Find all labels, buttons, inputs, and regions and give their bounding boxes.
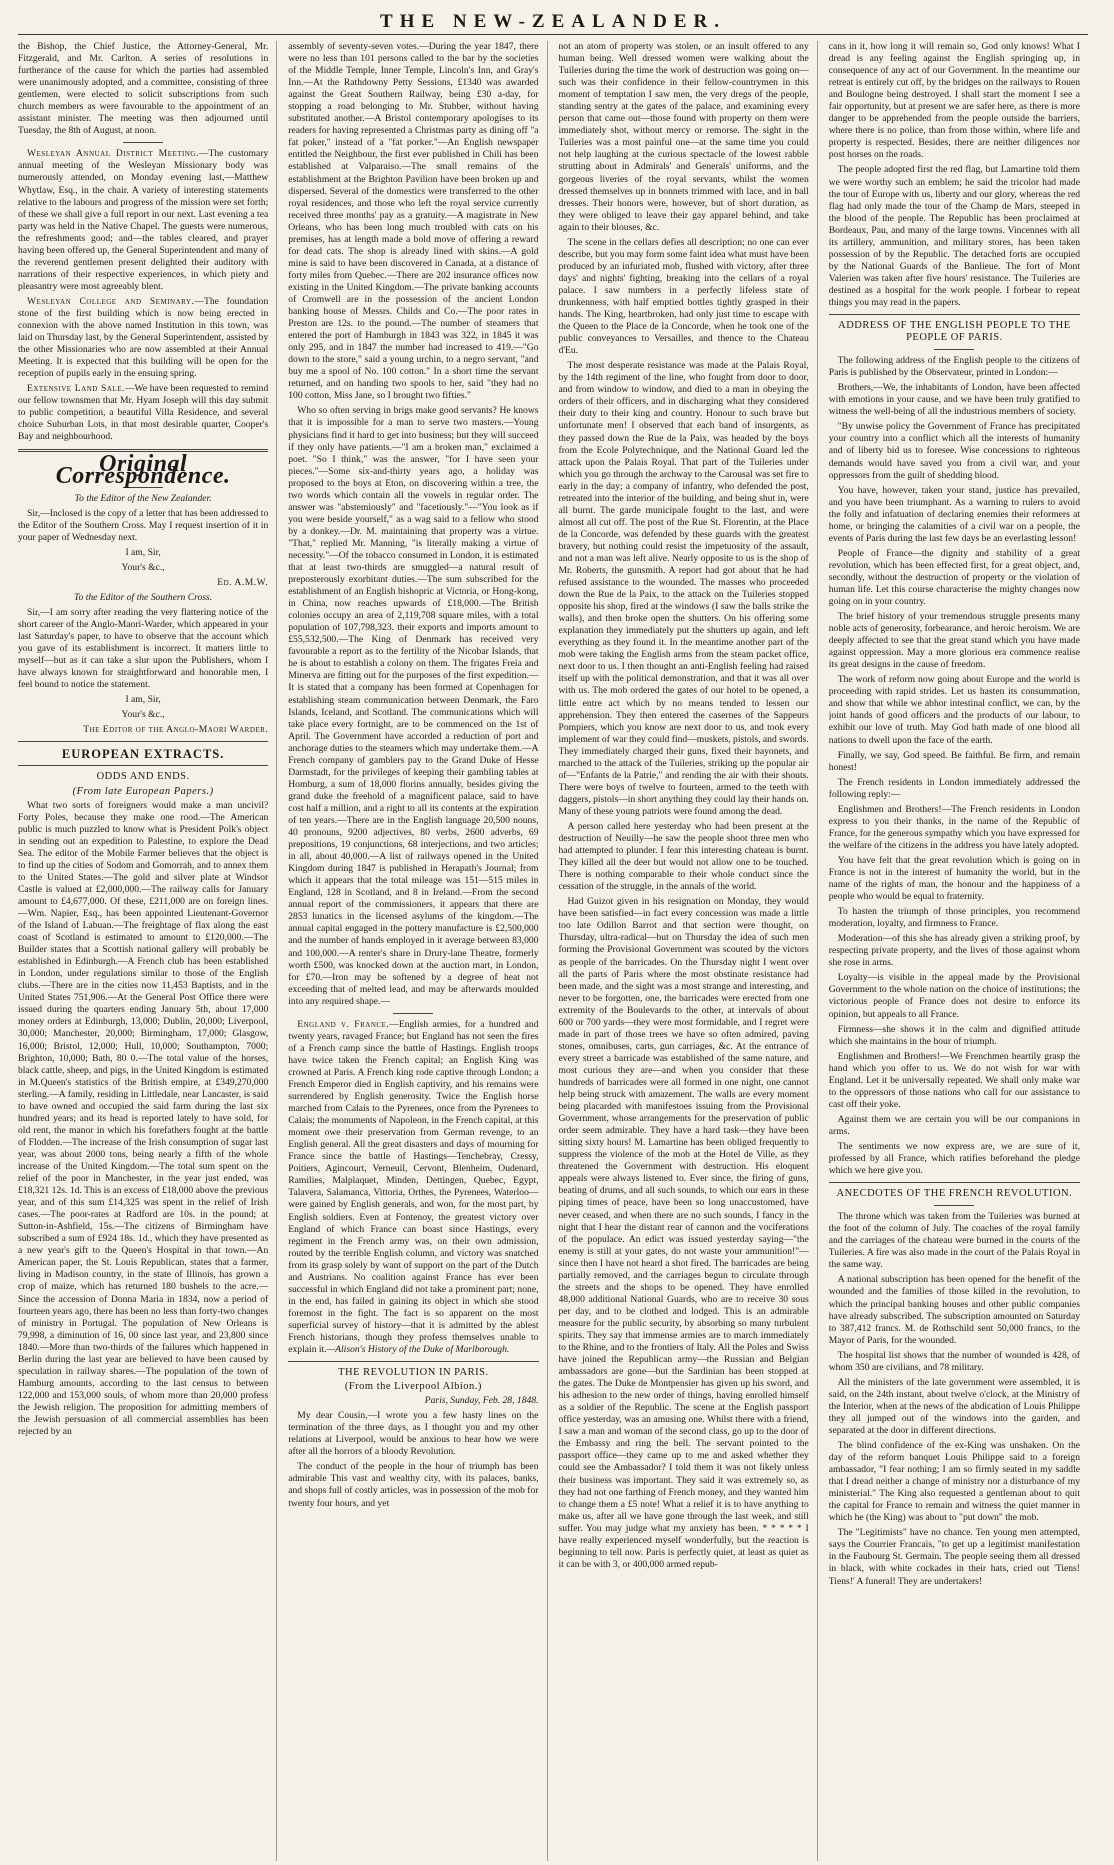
section-heading-correspondence: Original Correspondence.	[55, 450, 231, 489]
article-dateline: Paris, Sunday, Feb. 28, 1848.	[424, 1395, 539, 1407]
letter-signature: Ed. A.M.W.	[217, 576, 269, 588]
article-lead: Wesleyan College and Seminary.	[27, 295, 195, 307]
article-anecdotes-text: The hospital list shows that the number of wounded is 428, of whom 350 are civilians, and 78 military.	[828, 1349, 1080, 1373]
article-address-text: Moderation—of this she has already given a striking proof, by respecting private property, and the lives of those against whom she rose in arms.	[828, 933, 1080, 969]
article-address-text: Brothers,—We, the inhabitants of London, have been affected with emotions in your cause, and we have been truly gratified to witness the well-being of all the industrious members of society.	[828, 382, 1080, 418]
letter-close: I am, Sir,	[125, 546, 161, 558]
article-address-text: Finally, we say, God speed. Be faithful. Be firm, and remain honest!	[828, 749, 1080, 773]
article-revolution-text: cans in it, how long it will remain so, God only knows! What I dread is any feeling against the English springing up, in consequence of any act of our Government. In the meantime our retreat is entirely cut off, by the bridges on the railways to Rouen and Boulogne being destroyed. I shall start the moment I see a fair opportunity, but at present we are safer here, as there is more danger to be apprehended from the people outside the barriers, where there is no police, than from those within, where life and property is respected. Besides, there are neither diligences nor post horses on the roads.	[828, 41, 1080, 161]
article-land-sale: Extensive Land Sale.—We have been requested to remind our fellow townsmen that Mr. Hyam Joseph will this day submit to public competition, a beautiful Villa Residence, and several choice Suburban Lots, in that most desirable quarter, Cooper's Bay and neighbourhood.	[18, 383, 269, 443]
letter-text: Sir,—I am sorry after reading the very flattering notice of the short career of the Anglo-Maori-Warder, which appeared in your last Saturday's paper, to have to observe that the account which you gave of its establishment is incorrect. It matters little to myself—but as it can take a slur upon the Publishers, whom I have always known for straightforward and honorable men, I feel bound to notice the statement.	[18, 606, 269, 691]
columns	[18, 41, 1088, 1861]
article-text: The customary annual meeting of the Wesleyan Missionary body was numerously attended, on Monday evening last,—Matthew Whytlaw, Esq., in the chair. A variety of interesting statements relative to the labours and progress of the mission were set forth; of these we shall give a full report in our next. Last evening a tea party was held in the Native Chapel. The guests were numerous, the refreshments good; and—the tables cleared, and prayer having been offered up, the General Superintendent and many of the reverend gentlemen present delighted their auditory with narrations of their respective experiences, in which piety and pleasantry were most agreeably blent.	[18, 148, 269, 292]
article-address-text: The work of reform now going about Europe and the world is proceeding with rapid strides. Let us hasten its consummation, and show that while we abhor intestinal conflict, we can, by the joint hands of good officers and the products of our labour, to exhibit our love of truth. May God bath made of one blood all nations to dwell upon the face of the earth.	[828, 674, 1080, 746]
article-address-text: Englishmen and Brothers!—The French residents in London express to you their thanks, in the name of the Republic of France, for the generous sympathy which you have expressed for the welfare of the citizens in the address you have lately adopted.	[828, 803, 1080, 851]
letter-close: Your's &c.,	[121, 709, 165, 721]
article-revolution-text: Had Guizot given in his resignation on Monday, they would have been satisfied—in fact every concession was made a little too late Odillon Barrot and that section were thought, on Thursday, ultra-radical—but on Thursday the idea of such men forming the Provisional Government was scouted by the victors as people of the barricades. On the Thursday night I went over all the parts of Paris where the most obstinate resistance had been made, and the sight was a most strange and interesting, and never to be forgotten, one, the barricades were erected from one extremity of the Boulevards to the other, at intervals of about 600 or 700 yards—they were most formidable, and I regret were made in part of those trees we have so often admired, paving stones, omnibuses, carts, gun carriages, &c. At the entrance of every street a barricade was established of the same nature, and most curious they are—and when you consider that these hundreds of barricades were all formed in one night, one cannot help being struck with amazement. The walls are every moment being placarded with manifestoes issuing from the Provisional Government, whose arrangements for the preservation of public order seem admirable. They have a hard task—they have been sitting sixty hours! M. Lamartine has been obliged frequently to suppress the violence of the mob at the Hotel de Ville, as they threatened the Government with destruction. His eloquent appeals were always listened to. Ever since, the firing of guns, beating of drums, and all such sounds, to which our ears in these piping times of peace, have been so long unaccustomed, have never ceased, and when there are no such sounds, I fancy in the night that I hear the distant rear of cannon and the vociferations of the populace. An edict was issued yesterday saying—"the enemy is still at your gates, do not waste your ammunition!"—since then I have not heard a shot fired. The barricades are being partially removed, and the carriages begun to circulate through the streets and the shops to be opened. They have enrolled 48,000 additional National Guards, who are to receive 30 sous per day, and to be clothed and lodged. This is an admirable measure for the public security, by absorbing so many turbulent spirits. They say that immense armies are to march immediately to the Rhine, and to the frontiers of Italy. All the Poles and Swiss have joined the Republican army—the Russian and Belgian ambassadors are gone—but the Sardinian has been stopped at the gates. The Duke de Montpensier has given up his sword, and his adhesion to the new order of things, having enrolled himself as a soldier of the Republic. The scene at the English passport office yesterday, was an amusing one. Whilst there with a friend, I saw a man and woman of the second class, go up to the door of the Embassy and ring the bell. The servant pointed to the passport office—they came up to me and asked whether they could see the Ambassador? I told them it was not likely unless their business was important. They said it was extremely so, as they had not one farthing of French money, and they wanted him to change them a £5 note! What a relief it is to have anything to make us, after all we have gone through the last week, and still suffer. You may judge what my anxiety has been. * * * * * I have really experienced myself wonderfully, but the reaction is beginning to tell now. Paris is perfectly quiet, at least as quiet as it can be with 3, or 400,000 armed repub-	[558, 896, 809, 1570]
article-address-text: People of France—the dignity and stability of a great revolution, which has been effected first, for a great object, and, secondly, without the destruction of property or the violation of human life. Let this course characterise the mighty changes now going on in your country.	[828, 547, 1080, 608]
article-anecdotes-text: All the ministers of the late government were assembled, it is said, on the 24th instant, about twelve o'clock, at the Ministry of the Interior, when at the news of the abdication of Louis Philippe they all jumped out of the windows into the garden, and separated at the door in different directions.	[828, 1376, 1080, 1436]
article-anecdotes-text: A national subscription has been opened for the benefit of the wounded and the families of those killed in the revolution, to which the principal banking houses and other public companies have already subscribed. The subscription amounted on Saturday to 387,412 francs. M. de Rothschild sent 50,000 francs, to the Mayor of Paris, for the wounded.	[828, 1274, 1080, 1346]
article-revolution-text: A person called here yesterday who had been present at the destruction of Neuilly—he saw the people shoot three men who had attempted to plunder. I fear this interesting chateau is burnt. They killed all the deer but would not allow one to be touched. There is nothing comparable to their whole conduct since the cessation of the struggle, in the annals of the world.	[558, 821, 809, 893]
article-address-text: The sentiments we now express are, we are sure of it, professed by all France, which ratifies beforehand the pledge which we here give you.	[828, 1140, 1080, 1177]
article-address-text: The brief history of your tremendous struggle presents many noble acts of generosity, forbearance, and heroic heroism. We are deeply affected to see that the great stand which you have made against oppression. May a more glorious era commence realise its great designs in the cause of freedom.	[828, 611, 1080, 671]
letter-close: I am, Sir,	[125, 694, 161, 706]
article-revolution-text: My dear Cousin,—I wrote you a few hasty lines on the termination of the three days, as I thought you and my other relations at Liverpool, would be anxious to hear how we were after all the horrors of a bloody Revolution.	[288, 1410, 539, 1458]
article-wesleyan-college: Wesleyan College and Seminary.—The foundation stone of the first building which is now being erected in connexion with the above named Institution in this town, was laid on Thursday last, by the General Superintendent, assisted by the other Missionaries who are now assembled at their Annual Meeting. It is expected that this building will be open for the reception of pupils early in the ensuing spring.	[18, 295, 269, 380]
column-1	[18, 41, 277, 1861]
divider	[934, 1205, 974, 1206]
article-odds-continued: assembly of seventy-seven votes.—During the year 1847, there were no less than 101 persons called to the bar by the societies of the Middle Temple, Inner Temple, Lincoln's Inn, and Gray's Inn.—At the Rathdowny Petty Sessions, £1340 was awarded against the Great Southern Railway, being £30 a-day, for stopping a road belonging to Mr. Stubber, without having substituted another.—A Bristol contemporary apologises to its readers for having represented a Christmas party as dining off "a fat poker," instead of a "fat porker."—An English newspaper entitled the Neighbour, the first ever published in Chili has been established at Valparaiso.—The small remains of the establishment at the Brighton Pavilion have been broken up and dispersed. Several of the domestics were transferred to the other royal residences, and those who left the royal service currently received three months' pay as a gratuity.—A magistrate in New Orleans, who has been long much troubled with cats on his premises, has at length made a bold move of offering a reward for dead cats. The shop is already lined with skins.—A gold mine is said to have been discovered in Canada, at a distance of forty miles from Quebec.—There are 202 insurance offices now existing in the United Kingdom.—The private banking accounts of Cromwell are in the possession of the ancient London banking house of Messrs. Childs and Co.—The poor rates in Preston are 12s. to the pound.—The number of steamers that entered the port of Hamburgh in 1843 was 322, in 1845 it was only 295, and in 1847 the number had increased to 419.—"Go down to the store," said a young urchin, to a negro servant, "and buy me a spool of No. 100 cotton." In a short time the servant returned, and on handing two spools to her, said "they had no 100 cotton, Miss Jane, so I brought two fifties."	[288, 41, 539, 402]
article-address-text: Loyalty—is visible in the appeal made by the Provisional Government to the whole nation on the choice of institutions; the victorious people of France does not desire to enforce its opinion, but appeals to all France.	[828, 972, 1080, 1020]
article-wesleyan-meeting: Wesleyan Annual District Meeting.—The customary annual meeting of the Wesleyan Missionary body was numerously attended, on Monday evening last,—Matthew Whytlaw, Esq., in the chair. A variety of interesting statements relative to the labours and progress of the mission were set forth; of these we shall give a full report in our next. Last evening a tea party was held in the Native Chapel. The guests were numerous, the refreshments good; and—the tables cleared, and prayer having been offered up, the General Superintendent and many of the reverend gentlemen present delighted their auditory with narrations of their respective experiences, in which piety and pleasantry were most agreeably blent.	[18, 148, 269, 292]
article-revolution-text: The conduct of the people in the hour of triumph has been admirable This vast and wealthy city, with its palaces, banks, and shops full of costly articles, was in possession of the mob for twenty four hours, and yet	[288, 1461, 539, 1509]
article-address-text: "By unwise policy the Government of France has precipitated your country into a conflict which all the interests of humanity and of liberty bid us to foresee. Wise concessions to righteous demands would have saved you from a civil war, and your oppressors from the guilt of shedding blood.	[828, 421, 1080, 481]
divider	[829, 1182, 1080, 1183]
article-anecdotes-text: The "Legitimists" have no chance. Ten young men attempted, says the Courrier Francais, "to get up a legitimist manifestation in the Faubourg St. Germain. The people seeing them all dressed in black, with white cockades in their hats, cried out 'Tiens! Tiens!' A funeral! They are undertakers!	[828, 1527, 1080, 1587]
divider	[18, 765, 268, 766]
article-anecdotes-text: The blind confidence of the ex-King was unshaken. On the day of the reform banquet Louis Philippe said to a foreign ambassador, "I fear nothing; I am so firmly seated in my saddle that I dread neither a change of ministry nor a disturbance of my ministerial." The King also requested a gentleman about to quit the capital for France to remain and witness the quiet manner in which he (the King) was about to "put down" the mob.	[828, 1440, 1080, 1524]
article-subheading: (From the Liverpool Albion.)	[344, 1381, 482, 1393]
article-text: The foundation stone of the first building which is now being erected in connexion with the above named Institution in this town, was laid on Thursday last, by the General Superintendent, assisted by the other Missionaries who are now assembled at their Annual Meeting. It is expected that this building will be open for the reception of pupils early in the ensuing spring.	[18, 295, 269, 380]
article-address-text: The following address of the English people to the citizens of Paris is published by the Observateur, printed in London:—	[828, 355, 1080, 379]
article-odds-continued: Who so often serving in brigs make good servants? He knows that it is impossible for a man to serve two masters.—Young physicians find it hard to get into business; but they will succeed if they only have patients.—"I am a broken man," exclaimed a poet. "So I think," was the answer, "for I have seen your pieces."—Some six-and-thirty years ago, a holiday was proposed to the boys at Eton, on discovering within a tree, the two words which contain all the vowels in regular order. The answer was "abstemiously" and "facetiously."—"You look as if you were beside yourself," as a wag said to a fellow who stood by a donkey.—Dr. M. maintaining that property was a virtue. "That," replied Mr. Manning, "is literally making a virtue of necessity."—Of the tobacco consumed in London, it is estimated that at least two-thirds are smuggled—a natural result of preposterously exorbitant duties.—The sum subscribed for the establishment of an English bishopric at Victoria, or Hong-kong, in China, now reaches upwards of £18,000.—The British colonies occupy an area of 2,119,708 square miles, with a total population of 107,798,323. their exports and imports amount to £55,532,500.—The King of Denmark has received very favourable a report as to the fertility of the Nicobar Islands, that he is about to establish a colony on them. The frigates Freia and Minerva are fitting out for the purposes of the first expedition.—It is stated that a company has been formed at Copenhagen for establishing steam communication between Denmark, the Faro Islands, Iceland, and Scotland. The communications which will take place every fortnight, are to be commenced on the 1st of April. The Government have accorded a reduction of port and anchorage duties to the steamers which may undertake them.—A French company of gamblers pay to the Grand Duke of Hesse Darmstadt, for the privileges of keeping their gambling tables at Homburg, a sum of 18,000 florins annually, besides giving the grand duke the freehold of a magnificent palace, said to have cost half a million, and a right to all its contents at the expiration of ten years.—There are in the English language 20,500 nouns, 40 pronouns, 9200 adjectives, 80 verbs, 2600 adverbs, 69 prepositions, 19 conjunctions, 68 interjections, and two articles; in all, about 40,000.—A list of railways opened in the United Kingdom during 1847 is published in Herapath's Journal; from which it appears that the total mileage was 151—515 miles in England, 128 in Scotland, and 8 in Ireland.—From the second annual report of the commissioners, it appears that there are 2853 lunatics in the licensed asylums of the kingdom.—The annual capital engaged in the pottery manufacture is £2,500,000 and the number of hands employed in it average between 83,000 and 100,000.—A renter's share in Drury-lane Theatre, formerly worth £500, was knocked down at the auction mart, in London, for £70.—Iron may be softened by a degree of heat not exceeding that of melted lead, and may be afterwards moulded into any required shape.—	[288, 405, 539, 1007]
article-address-text: You have, however, taken your stand, justice has prevailed, and you have been triumphant. As a warning to rulers to avoid the folly and infatuation of declaring enemies their reformers at home, or bringing the calamities of a civil war on a people, the events of Paris during the last few days be an everlasting lesson!	[828, 484, 1080, 544]
letter-address: To the Editor of the Southern Cross.	[74, 591, 213, 603]
article-address-text: You have felt that the great revolution which is going on in France is not in the interest of humanity the world, but in the name of the rights of man, the honour and the happiness of a people who would be equal to fraternity.	[828, 854, 1080, 903]
masthead: THE NEW-ZEALANDER.	[18, 10, 1088, 35]
article-bishop-meeting: the Bishop, the Chief Justice, the Attorney-General, Mr. Fitzgerald, and Mr. Carlton. A series of resolutions in furtherance of the cause for which the parties had assembled were unanimously adopted, and a committee, consisting of three gentlemen, were elected to solicit subscriptions from such church members as were favourable to the appointment of an assistant minister. The meeting was then adjourned until Tuesday, the 8th of August, at noon.	[18, 41, 269, 137]
article-odds-and-ends: What two sorts of foreigners would make a man uncivil? Forty Poles, because they make one rood.—The American public is much puzzled to know what is President Polk's object in sending out an expedition to Palestine, to explore the Dead Sea. The editor of the Mobile Farmer believes that the object is to find up the cities of Sodom and Gomorrah, and to annex them to the United States.—The gold and silver plate at Windsor Castle is valued at £2,000,000.—The railway calls for January amount to £4,677,000. Of these, £211,000 are on foreign lines.—Wm. Napier, Esq., has been appointed Lieutenant-Governor of the Island of Labuan.—The freightage of flax along the east coast of Scotland is estimated to amount to £120,000.—The Builder states that a Scottish national gallery will probably be established in Edinburgh.—A French club has been established in London, under regulations similar to those of the English clubs.—There are in the cities now 11,453 Baptists, and in the United States 751,906.—At the General Post Office there were issued during the quarters ending January 5th, about 17,000 money orders at Edinburgh, 13,000; Dublin, 20,000; Liverpool, 30,000; Manchester, 20,000; Birmingham, 17,000; Glasgow, 16,000; Bristol, 12,000; Hull, 10,000; Southampton, 7000; Brighton, 10,000; Bath, 80 0.—The total value of the horses, black cattle, sheep, and pigs, in the United Kingdom is estimated in M.Queen's statistics of the British empire, at £349,270,000 sterling.—A family, residing in Littledale, near Lancaster, is said to have owned and occupied the said farm during the last six hundred years; and its head is reported lately to have sold, for old rent, the manor in which his forefathers fought at the battle of Flodden.—The increase of the Irish consumption of sugar last year, was about 2000 tons, being nearly a fifth of the whole increase of the United Kingdom.—The total sum spent on the relief of the poor in Manchester, in the year just ended, was £18,321 12s. 1d. This is an excess of £18,000 above the previous year, and of this sum £14,325 was spent in the relief of Irish cases.—The poor-rates at Radford are 10s. in the pound; at Sutton-in-Ashfield, 15s.—The citizens of Birmingham have subscribed a sum of £924 18s. 1d., which they have presented as a new year's gift to the Queen's Hospital in that town.—An American paper, the St. Louis Republican, states that a farmer, living in Madison country, in the state of Illinois, has grown a crop of maize, which has returned 180 bushels to the acre.—Since the accession of Donna Maria in 1834, now a period of fourteen years ago, there has been no less than forty-two changes of ministry in Portugal. The population of New Orleans is 79,998, a diminution of 16, 00 since last year, and 23,800 since 1840.—More than two-thirds of the failures which happened in Berlin during the last year are believed to have been caused by speculation in railway shares.—The population of the town of Hamburg amounts, according to the last census to between 122,000 and 153,000 souls, of whom more than 20,000 profess the Jewish religion. The proposition for admitting members of the Jewish persuasion of all commercial assemblies has been rejected by an	[18, 799, 269, 1438]
article-revolution-text: The scene in the cellars defies all description; no one can ever describe, but you may form some faint idea what must have been produced by an infuriated mob, flushed with victory, after three days' and nights' fighting, breaking into the cellars of a royal palace. I saw numbers in a perfectly lifeless state of drunkenness, with half emptied bottles tightly grasped in their hands. The King, heartbroken, had only just time to escape with the Queen to the Place de la Concorde, when he took one of the public conveyances to Versailles, and thence to the Chateau d'Eu.	[558, 236, 809, 357]
article-revolution-text: The people adopted first the red flag, but Lamartine told them we were worthy such an emblem; he said the tricolor had made the tour of Europe with us, liberty and our glory, whereas the red flag had only made the tour of the Champ de Mars, steeped in the blood of the people. The Republic has been proclaimed at Bordeaux, Pau, and many of the large towns. Vincennes with all its artillery, ammunition, and military stores, has been taken possession of by the Republic. The detached forts are occupied by the National Guards of the Banlieue. The fort of Mont Valerien was taken after five hours' resistance. The Tuileries are destined as a hospital for the work people. I forbear to repeat things you may read in the papers.	[828, 164, 1080, 308]
article-heading-anecdotes: ANECDOTES OF THE FRENCH REVOLUTION.	[836, 1188, 1073, 1200]
article-heading-revolution: THE REVOLUTION IN PARIS.	[338, 1367, 489, 1379]
article-heading-odds: ODDS AND ENDS.	[96, 771, 190, 783]
article-address-text: Englishmen and Brothers!—We Frenchmen heartily grasp the hand which you offer to us. We do not wish for war with England. Let it be universally repeated. We shall only make war to the oppressors of those nations who call for our assistance to cast off their yoke.	[828, 1050, 1080, 1110]
column-3	[559, 41, 818, 1861]
article-england-france: England v. France.—English armies, for a hundred and twenty years, ravaged France; but England has not seen the fires of a French camp since the battle of Hastings. English troops have twice taken the French capital; an English King was crowned at Paris. A French king rode captive through London; a French Emperor died in English captivity, and his remains were surrendered by English generosity. Twice the English horse marched from Calais to the Pyrenees, once from the Pyrenees to Calais; the monuments of Napoleon, in the French capital, at this moment owe their preservation from German revenge, to an English general. All the great disasters and days of mourning for France since the battle of Hastings—Tenchebray, Cressy, Poitiers, Agincourt, Verneuil, Cervont, Blenheim, Oudenard, Ramilies, Malplaquet, Minden, Dettingen, Quebec, Egypt, Talavera, Salamanca, Vittoria, Orthes, the Pyrenees, Waterloo—were gained by English generals, and won, for the most part, by English soldiers. Even at Fontenoy, the greatest victory over England of which France can boast since Hastings, every regiment in the French army was, on their own admission, routed by the terrible English column, and victory was snatched from its grasp solely by want of support on the part of the Dutch and Austrians. No coalition against France has ever been successful in which England did not take a prominent part; none, in the end, has failed in gaining its object in which she stood foremost in the fight. The fact is so apparent on the most superficial survey of history—that it is admitted by the ablest French historians, though they profess themselves unable to explain it.—Alison's History of the Duke of Marlborough.	[288, 1018, 539, 1356]
article-text: We have been requested to remind our fellow townsmen that Mr. Hyam Joseph will this day submit to public competition, a beautiful Villa Residence, and several choice Suburban Lots, in that most desirable quarter, Cooper's Bay and neighbourhood.	[18, 383, 269, 443]
letter-close: Your's &c.,	[121, 561, 165, 573]
article-subheading: (From late European Papers.)	[72, 785, 214, 797]
article-lead: England v. France.	[297, 1018, 390, 1030]
article-text: English armies, for a hundred and twenty years, ravaged France; but England has not seen the fires of a French camp since the battle of Hastings. English troops have twice taken the French capital; an English King was crowned at Paris. A French king rode captive through London; a French Emperor died in English captivity, and his remains were surrendered by English generosity. Twice the English horse marched from Calais to the Pyrenees, once from the Pyrenees to Calais; the monuments of Napoleon, in the French capital, at this moment owe their preservation from German revenge, to an English general. All the great disasters and days of mourning for France since the battle of Hastings—Tenchebray, Cressy, Poitiers, Agincourt, Verneuil, Cervont, Blenheim, Oudenard, Ramilies, Malplaquet, Minden, Dettingen, Quebec, Egypt, Talavera, Salamanca, Vittoria, Orthes, the Pyrenees, Waterloo—were gained by English generals, and won, for the most part, by English soldiers. Even at Fontenoy, the greatest victory over England of which France can boast since Hastings, every regiment in the French army was, on their own admission, routed by the terrible English column, and victory was snatched from its grasp solely by want of support on the part of the Dutch and Austrians. No coalition against France has ever been successful in which England did not take a prominent part; none, in the end, has failed in gaining its object in which she stood foremost in the fight. The fact is so apparent on the most superficial survey of history—that it is admitted by the ablest French historians, though they profess themselves unable to explain it.	[288, 1018, 539, 1356]
letter-signature: The Editor of the Anglo-Maori Warder.	[83, 724, 269, 736]
article-lead: Extensive Land Sale.	[27, 383, 125, 395]
article-revolution-text: not an atom of property was stolen, or an insult offered to any human being. Well dressed women were walking about the Tuileries during the time the work of destruction was going on—such was their confidence in their fellow-countrymen in this moment of temptation I saw men, the very dregs of the people, standing sentry at the gates of the palace, and examining every person that came out—those found with property on them were immediately shot, without mercy or remorse. The sight in the Tuileries was a most painful one—at the same time you could not help laughing at the curious spectacle of the lowest rabble strutting about in Admirals' and Generals' uniforms, and the gorgeous liveries of the royal servants, whilst the women dressed themselves up in bonnets trimmed with lace, and in ball dresses. Their honors were, however, but of short duration, as they were obliged to leave their gay apparel behind, and take again to their blouses, &c.	[558, 41, 809, 233]
column-2	[288, 41, 547, 1861]
divider	[18, 741, 268, 742]
divider	[123, 142, 163, 143]
article-heading-address: ADDRESS OF THE ENGLISH PEOPLE TO THE PEOPLE OF PARIS.	[838, 320, 1071, 344]
article-address-text: To hasten the triumph of those principles, you recommend moderation, loyalty, and firmness to France.	[828, 906, 1080, 930]
divider	[393, 1013, 433, 1014]
article-address-text: Firmness—she shows it in the calm and dignified attitude which she maintains in the hour of triumph.	[828, 1023, 1080, 1047]
article-anecdotes-text: The throne which was taken from the Tuileries was burned at the foot of the column of July. The coaches of the royal family and the carriages of the chateau were burned in the courts of the Tuileries. A fire was also made in the court of the Palais Royal in the same way.	[828, 1211, 1080, 1271]
divider	[829, 314, 1080, 315]
article-revolution-text: The most desperate resistance was made at the Palais Royal, by the 14th regiment of the line, who fought from door to door, and from window to window, and died to a man in obeying the orders of their officers, and in discharging what they considered their duty to their king and country. Honour to such brave but unfortunate men! I observed that each band of insurgents, as they passed down the Rue de la Paix, was headed by the boys from the Ecole Polytechnique, and the National Guard led the attack upon the Palais Royal. That part of the Tuileries under which you go through the archway to the Carousal was set fire to early in the day; a company of infantry, who defended the post, retreated into the interior of the building, and being shut in, were all burnt. The garde municipale fought to the last, and were almost all cut off. The post of the Rue St. Florentin, at the Place de la Concorde, was defended by these guards with the greatest bravery, but nothing could resist the impetuosity of the assault, and not a man was left alive. Nearly opposite to us is the shop of Mr. Roberts, the gunsmith. A report had got about that he had refused assistance to the wounded. The masses who proceeded down the Rue de la Paix, to the attack on the Tuileries stopped opposite his shop, fired at the windows (I saw the balls strike the walls), and then broke open the shutters. On his offering some explanation they immediately put the shutters up again, and left everything as they found it. In the meantime another part of the mob were taking the English arms from the steam packet office, next door to us. I then thought an anti-English feeling had raised itself up with the political demonstration, and that it was all over with us. The mob ordered the gates of our hotel to be opened, a little entre act which by no means tended to lessen our apprehension. They then entered the casernes of the Sappeurs Pompiers, which you know are next door to us, and took every implement of war they could find—muskets, pistols, and swords. They immediately charged their guns, fixed their bayonets, and marched to the attack of the Tuileries, striking up the popular air of—"Enfants de la Patrie," and rending the air with their shouts. There were boys of twelve to fourteen, armed to the teeth with daggers, pistols—in short anything they could lay their hands on. Many of these young patriots were found among the dead.	[558, 360, 809, 817]
article-address-text: The French residents in London immediately addressed the following reply:—	[828, 776, 1080, 800]
section-heading-european-extracts: EUROPEAN EXTRACTS.	[61, 747, 225, 762]
column-4	[829, 41, 1088, 1861]
divider	[934, 349, 974, 350]
article-lead: Wesleyan Annual District Meeting.	[27, 148, 199, 160]
letter-address: To the Editor of the New Zealander.	[74, 492, 212, 504]
divider	[288, 1361, 538, 1362]
letter-text: Sir,—Inclosed is the copy of a letter that has been addressed to the Editor of the Southern Cross. May I request insertion of it in your paper of Wednesday next.	[18, 507, 269, 543]
article-address-text: Against them we are certain you will be our companions in arms.	[828, 1113, 1080, 1137]
citation: —Alison's History of the Duke of Marlborough.	[326, 1344, 510, 1356]
